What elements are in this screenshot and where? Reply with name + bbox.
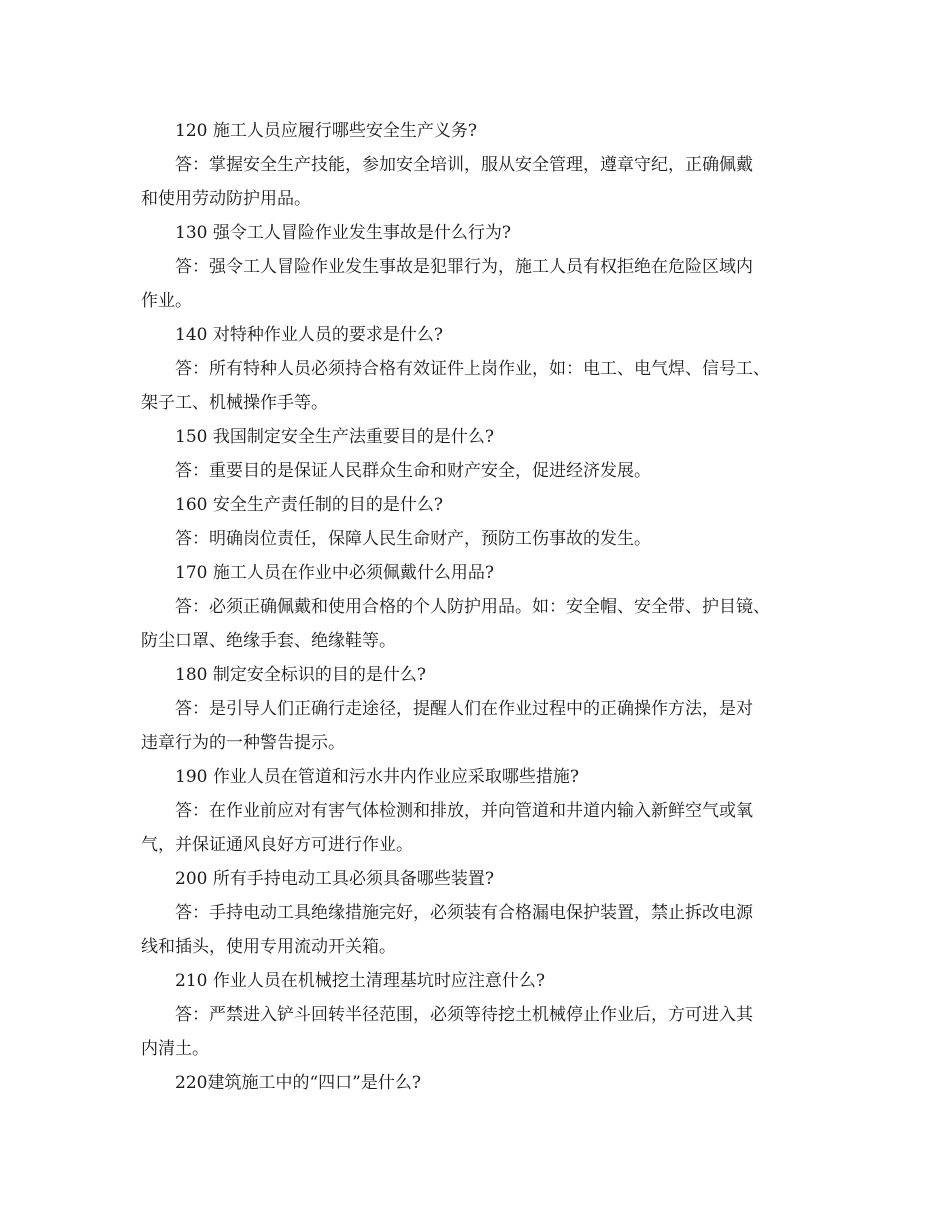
document-body [141, 114, 821, 1100]
question-190: 190 作业人员在管道和污水井内作业应采取哪些措施? [175, 767, 579, 787]
answer-140-line-1: 答：所有特种人员必须持合格有效证件上岗作业，如：电工、电气焊、信号工、 [175, 359, 770, 379]
question-200: 200 所有手持电动工具必须具备哪些装置? [175, 869, 494, 889]
answer-170-line-1: 答：必须正确佩戴和使用合格的个人防护用品。如：安全帽、安全带、护目镜、 [175, 597, 770, 617]
answer-180-line-1: 答：是引导人们正确行走途径，提醒人们在作业过程中的正确操作方法，是对 [175, 699, 753, 719]
question-160: 160 安全生产责任制的目的是什么? [175, 495, 443, 515]
answer-140-line-2: 架子工、机械操作手等。 [141, 393, 328, 413]
answer-210-line-1: 答：严禁进入铲斗回转半径范围，必须等待挖土机械停止作业后，方可进入其 [175, 1005, 753, 1025]
question-180: 180 制定安全标识的目的是什么? [175, 665, 426, 685]
answer-200-line-2: 线和插头，使用专用流动开关箱。 [141, 937, 396, 957]
question-150: 150 我国制定安全生产法重要目的是什么? [175, 427, 494, 447]
question-140: 140 对特种作业人员的要求是什么? [175, 325, 443, 345]
answer-170-line-2: 防尘口罩、绝缘手套、绝缘鞋等。 [141, 631, 396, 651]
answer-190-line-1: 答：在作业前应对有害气体检测和排放，并向管道和井道内输入新鲜空气或氧 [175, 801, 753, 821]
question-120: 120 施工人员应履行哪些安全生产义务? [175, 121, 477, 141]
answer-120-line-2: 和使用劳动防护用品。 [141, 189, 311, 209]
answer-150: 答：重要目的是保证人民群众生命和财产安全，促进经济发展。 [175, 461, 651, 481]
answer-210-line-2: 内清土。 [141, 1039, 209, 1059]
answer-200-line-1: 答：手持电动工具绝缘措施完好，必须装有合格漏电保护装置，禁止拆改电源 [175, 903, 753, 923]
answer-160: 答：明确岗位责任，保障人民生命财产，预防工伤事故的发生。 [175, 529, 651, 549]
answer-180-line-2: 违章行为的一种警告提示。 [141, 733, 345, 753]
answer-130-line-1: 答：强令工人冒险作业发生事故是犯罪行为，施工人员有权拒绝在危险区域内 [175, 257, 753, 277]
answer-130-line-2: 作业。 [141, 291, 192, 311]
question-170: 170 施工人员在作业中必须佩戴什么用品? [175, 563, 494, 583]
question-130: 130 强令工人冒险作业发生事故是什么行为? [175, 223, 511, 243]
question-220: 220建筑施工中的“四口”是什么? [175, 1073, 421, 1093]
answer-120-line-1: 答：掌握安全生产技能，参加安全培训，服从安全管理，遵章守纪，正确佩戴 [175, 155, 753, 175]
question-210: 210 作业人员在机械挖土清理基坑时应注意什么? [175, 971, 545, 991]
answer-190-line-2: 气，并保证通风良好方可进行作业。 [141, 835, 413, 855]
